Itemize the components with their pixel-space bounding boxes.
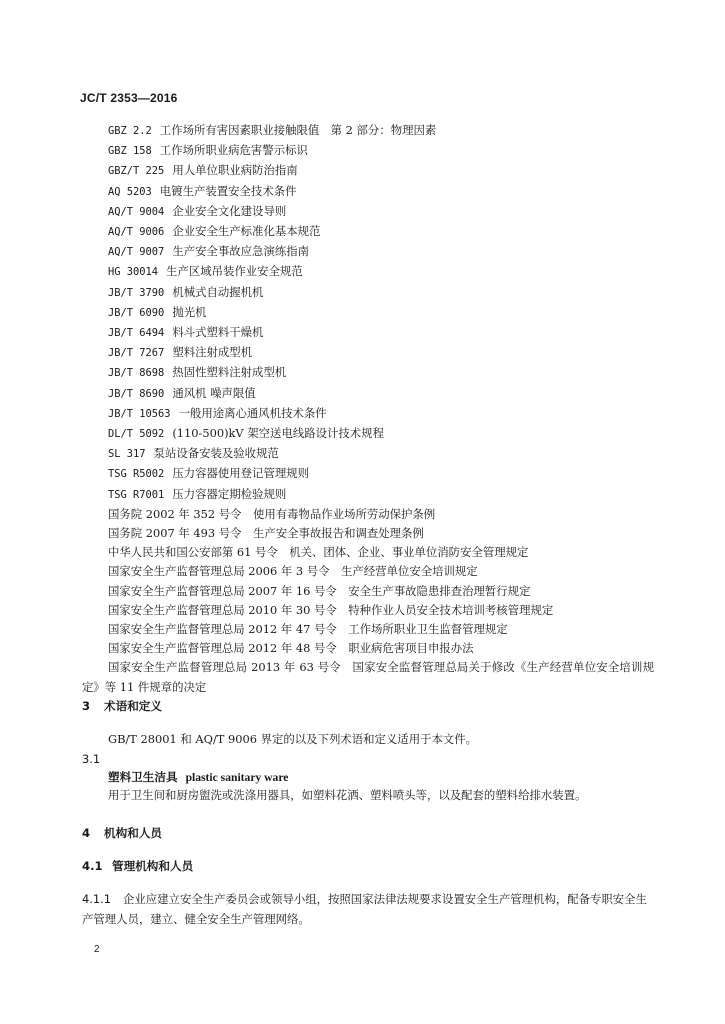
reference-code: JB/T 6494 [108,327,165,340]
reference-item [82,384,672,404]
section-number: 4 [82,826,91,840]
reference-title: 国家安全生产监督管理总局 2012 年 47 号令 工作场所职业卫生监督管理规定 [108,622,508,637]
reference-title: (110-500)kV 架空送电线路设计技术规程 [172,426,384,441]
reference-code: JB/T 8690 [108,387,165,400]
reference-code: JB/T 7267 [108,347,165,360]
term-english: plastic sanitary ware [185,771,289,784]
reference-code: HG 30014 [108,266,159,279]
reference-code: JB/T 3790 [108,286,165,299]
reference-item [82,424,672,444]
reference-item [82,639,672,658]
clause-4-1-1 [82,890,654,929]
reference-code: AQ/T 9007 [108,246,165,259]
reference-title: 中华人民共和国公安部第 61 号令 机关、团体、企业、事业单位消防安全管理规定 [108,545,529,560]
reference-item [82,161,672,181]
reference-item [82,222,672,242]
reference-title: 工作场所有害因素职业接触限值 第 2 部分：物理因素 [159,123,437,137]
term-definition: 用于卫生间和厨房盥洗或洗涤用器具，如塑料花洒、塑料喷头等，以及配套的塑料给排水装置。 [108,788,587,802]
section-title: 术语和定义 [104,699,162,713]
section-number: 3 [82,699,91,713]
term-heading [108,769,288,785]
reference-code: GBZ/T 225 [108,165,165,178]
reference-item [82,444,672,464]
reference-item [82,262,672,282]
subsection-3-1-number: 3.1 [82,752,101,766]
reference-item [82,505,672,524]
section-4-heading [82,825,162,841]
reference-item [82,524,672,543]
reference-title: 热固性塑料注射成型机 [172,365,287,380]
reference-code: TSG R7001 [108,488,165,501]
section-title: 机构和人员 [104,826,162,840]
reference-code: GBZ 2.2 [108,125,152,137]
reference-title: 企业安全文化建设导则 [172,203,287,218]
reference-title: 国家安全生产监督管理总局 2006 年 3 号令 生产经营单位安全培训规定 [108,564,478,579]
reference-code: JB/T 6090 [108,306,165,319]
reference-code: JB/T 8698 [108,367,165,380]
reference-item [82,303,672,323]
reference-title: 电镀生产装置安全技术条件 [159,183,297,198]
reference-code: AQ/T 9006 [108,226,165,239]
subsection-number: 4.1 [82,859,103,873]
document-code-header: JC/T 2353—2016 [80,91,178,105]
reference-item [82,562,672,581]
reference-item [82,242,672,262]
reference-item [82,620,672,639]
reference-title: 国家安全生产监督管理总局 2012 年 48 号令 职业病危害项目申报办法 [108,641,474,656]
reference-title: 塑料注射成型机 [172,345,253,360]
reference-title: 用人单位职业病防治指南 [172,163,298,178]
term-chinese: 塑料卫生洁具 [108,770,178,784]
reference-item: 国家安全生产监督管理总局 2013 年 63 号令 国家安全监督管理总局关于修改《生产经营单位安全培训规定》等 11 件规章的决定 [82,660,654,694]
reference-code: AQ 5203 [108,185,152,198]
reference-title: 一般用途离心通风机技术条件 [178,405,327,420]
reference-title: 料斗式塑料干燥机 [172,325,264,340]
reference-title: 国务院 2007 年 493 号令 生产安全事故报告和调查处理条例 [108,526,424,541]
reference-item [82,582,672,601]
reference-code: JB/T 10563 [108,407,171,420]
reference-title: 通风机 噪声限值 [172,385,256,400]
subsection-title: 管理机构和人员 [112,859,194,873]
reference-title: 生产安全事故应急演练指南 [172,244,310,259]
reference-title: 压力容器定期检验规则 [172,486,287,501]
reference-title: 国家安全生产监督管理总局 2010 年 30 号令 特种作业人员安全技术培训考核管理规定 [108,602,554,617]
reference-title: 工作场所职业病危害警示标识 [159,143,308,158]
reference-code: GBZ 158 [108,145,152,158]
reference-code: TSG R5002 [108,468,165,481]
reference-title: 机械式自动握机机 [172,284,264,299]
reference-code: AQ/T 9004 [108,205,165,218]
reference-item [82,543,672,562]
reference-title: 企业安全生产标准化基本规范 [172,224,321,239]
normative-references-list [82,121,672,697]
clause-number: 4.1.1 [82,892,111,906]
reference-item [82,464,672,484]
reference-item [82,182,672,202]
reference-code: DL/T 5092 [108,428,165,441]
reference-item [82,283,672,303]
reference-item [82,323,672,343]
reference-item [82,601,672,620]
reference-title: 泵站设备安装及验收规范 [153,446,279,461]
reference-title: 压力容器使用登记管理规则 [172,466,310,481]
reference-item [82,404,672,424]
reference-title: 国家安全生产监督管理总局 2007 年 16 号令 安全生产事故隐患排查治理暂行规定 [108,583,531,598]
page-number: 2 [94,944,100,955]
reference-item [82,141,672,161]
reference-code: SL 317 [108,448,146,461]
reference-item [82,121,672,141]
reference-title: 抛光机 [172,304,207,319]
reference-title: 生产区域吊装作业安全规范 [166,264,303,279]
reference-item [82,363,672,383]
section-3-heading [82,698,162,714]
clause-text: 企业应建立安全生产委员会或领导小组，按照国家法律法规要求设置安全生产管理机构，配备专职安全生产管理人员，建立、健全安全生产管理网络。 [82,892,647,926]
subsection-4-1-heading [82,858,193,874]
section-3-intro: GB/T 28001 和 AQ/T 9006 界定的以及下列术语和定义适用于本文件。 [108,732,478,746]
reference-item [82,202,672,222]
reference-item [82,485,672,505]
reference-item [82,343,672,363]
reference-title: 国务院 2002 年 352 号令 使用有毒物品作业场所劳动保护条例 [108,506,436,521]
